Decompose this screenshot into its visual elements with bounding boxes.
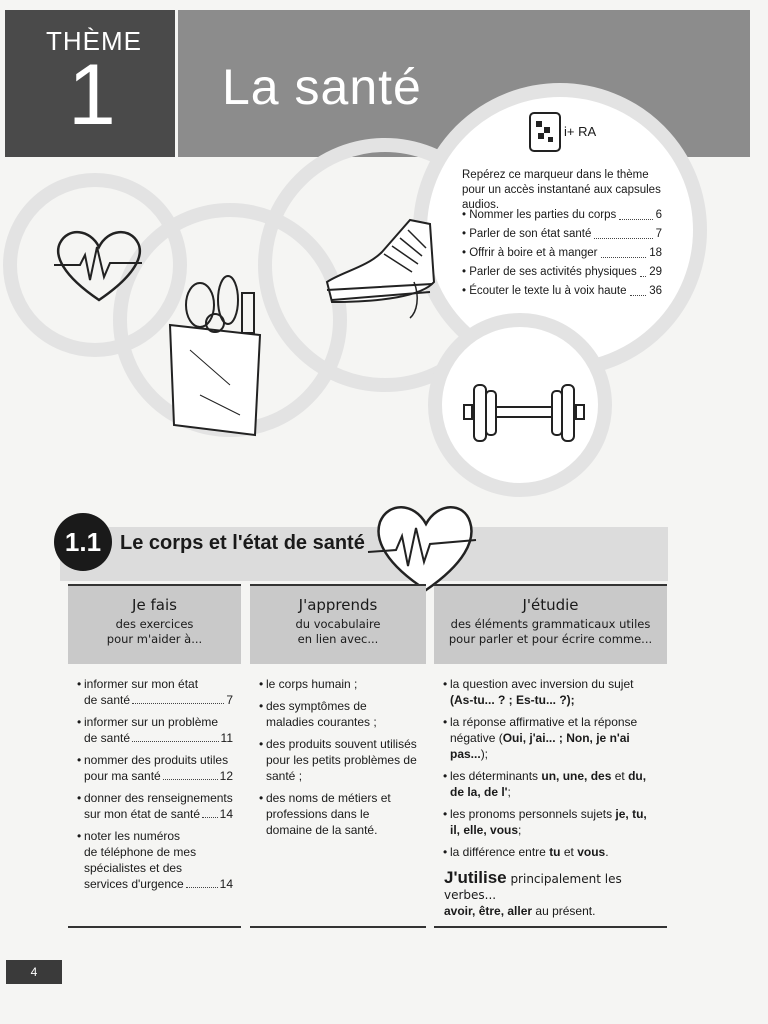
theme-toc bbox=[462, 206, 662, 301]
column-sub: pour parler et pour écrire comme... bbox=[448, 632, 653, 646]
list-item: • la différence entre tu et vous. bbox=[450, 844, 659, 860]
section-title: Le corps et l'état de santé bbox=[120, 532, 365, 554]
column-sub: des exercices bbox=[115, 617, 194, 631]
page-title: La santé bbox=[222, 59, 422, 115]
toc-item[interactable]: • Parler de son état santé 7 bbox=[462, 225, 662, 244]
list-item: • nommer des produits utiles pour ma santé 12 bbox=[84, 752, 233, 784]
toc-item[interactable]: • Écouter le texte lu à voix haute 36 bbox=[462, 282, 662, 301]
verbs-note: J'utilise principalement les verbes... avoir, être, aller au présent. bbox=[444, 868, 622, 918]
toc-item[interactable]: • Nommer les parties du corps 6 bbox=[462, 206, 662, 225]
column-j-apprends bbox=[250, 584, 426, 928]
section-heart-icon bbox=[366, 492, 478, 596]
sneaker-icon bbox=[322, 212, 440, 320]
column-sub: en lien avec... bbox=[297, 632, 379, 646]
column-heading: J'étudie bbox=[522, 596, 579, 614]
column-sub: du vocabulaire bbox=[295, 617, 381, 631]
list-item: • informer sur mon état de santé 7 bbox=[84, 676, 233, 708]
toc-item[interactable]: • Parler de ses activités physiques 29 bbox=[462, 263, 662, 282]
dumbbell-icon bbox=[462, 375, 587, 450]
column-heading: Je fais bbox=[132, 596, 177, 614]
heart-icon bbox=[52, 225, 147, 305]
list-item: • des noms de métiers et professions dans le domaine de la santé. bbox=[266, 790, 418, 838]
column-sub: pour m'aider à... bbox=[106, 632, 203, 646]
theme-number: 1 bbox=[68, 47, 116, 143]
column-sub: des éléments grammaticaux utiles bbox=[450, 617, 651, 631]
page-number: 4 bbox=[6, 960, 62, 984]
list-item: • noter les numéros de téléphone de mes spécialistes et des services d'urgence 14 bbox=[84, 828, 233, 892]
grocery-bag-icon bbox=[160, 275, 272, 447]
column-header bbox=[434, 586, 667, 664]
list-item: • donner des renseignements sur mon état de santé 14 bbox=[84, 790, 233, 822]
list-item: • informer sur un problème de santé 11 bbox=[84, 714, 233, 746]
column-je-fais bbox=[68, 584, 241, 928]
ra-label: i+ RA bbox=[564, 124, 597, 139]
list-item: • les déterminants un, une, des et du, de la, de l'; bbox=[450, 768, 659, 800]
column-j-etudie bbox=[434, 584, 667, 928]
list-item: • la question avec inversion du sujet (As-tu... ? ; Es-tu... ?); bbox=[450, 676, 659, 708]
list-item: • la réponse affirmative et la réponse négative (Oui, j'ai... ; Non, je n'ai pas...); bbox=[450, 714, 659, 762]
ar-marker-icon[interactable] bbox=[528, 111, 562, 153]
column-heading: J'apprends bbox=[298, 596, 378, 614]
column-header bbox=[250, 586, 426, 664]
theme-label: THÈME bbox=[46, 26, 142, 56]
ra-intro: Repérez ce marqueur dans le thème pour un accès instantané aux capsules audios. bbox=[462, 169, 661, 211]
list-item: • le corps humain ; bbox=[266, 676, 418, 692]
list-item: • des produits souvent utilisés pour les petits problèmes de santé ; bbox=[266, 736, 418, 784]
toc-item[interactable]: • Offrir à boire et à manger 18 bbox=[462, 244, 662, 263]
list-item: • des symptômes de maladies courantes ; bbox=[266, 698, 418, 730]
list-item: • les pronoms personnels sujets je, tu, il, elle, vous; bbox=[450, 806, 659, 838]
column-header bbox=[68, 586, 241, 664]
section-number: 1.1 bbox=[54, 513, 112, 571]
